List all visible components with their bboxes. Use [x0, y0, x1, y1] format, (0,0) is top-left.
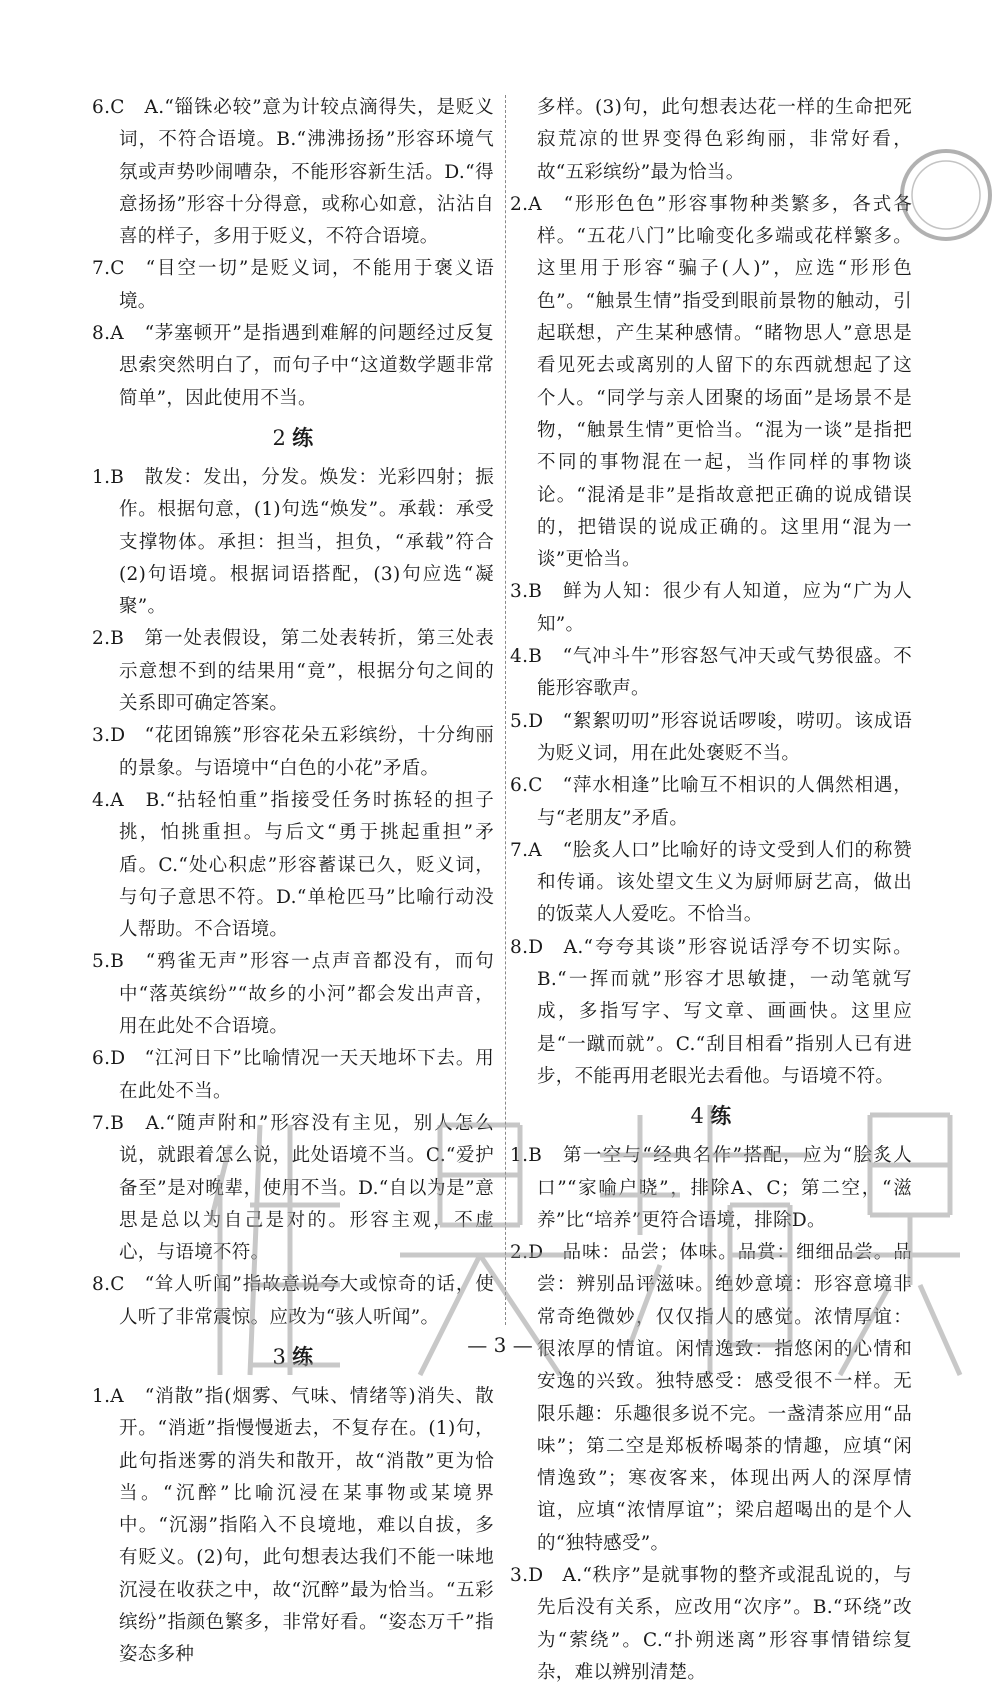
left-column: [92, 92, 494, 1672]
answer-number: 3.D: [92, 725, 126, 747]
answer-text: A.“随声附和”形容没有主见，别人怎么说，就跟着怎么说，此处语境不当。C.“爱护备至”是对晚辈，使用不当。D.“自以为是”意思是总以为自己是对的。形容主观，不虚心，与语境不符。: [119, 1112, 494, 1264]
answer-item: [92, 623, 494, 720]
answer-text: 第一空与“经典名作”搭配，应为“脍炙人口”“家喻户晓”，排除A、C；第二空，“滋养”比“培养”更符合语境，排除D。: [537, 1145, 912, 1231]
column-divider: [505, 95, 506, 1325]
answer-continuation: [510, 92, 912, 189]
answer-item: [92, 1381, 494, 1672]
answer-text: A.“锱铢必较”意为计较点滴得失，是贬义词，不符合语境。B.“沸沸扬扬”形容环境气氛或声势吵闹嘈杂，不能形容新生活。D.“得意扬扬”形容十分得意，或称心如意，沾沾自喜的样子，多用于贬义，不符合语境。: [119, 97, 494, 248]
answer-number: 8.C: [92, 1274, 125, 1296]
section-label: 练: [292, 1344, 314, 1369]
answer-number: 3.D: [510, 1565, 544, 1587]
answer-item: [92, 253, 494, 318]
answer-item: [92, 946, 494, 1043]
answer-number: 7.B: [92, 1112, 125, 1134]
answer-text: 品味：品尝；体味。品赏：细细品尝。品尝：辨别品评滋味。绝妙意境：形容意境非常奇绝微妙，仅仅指人的感觉。浓情厚谊：很浓厚的情谊。闲情逸致：指悠闲的心情和安逸的兴致。独特感受：感受很不一样。无限乐趣：乐趣很多说不完。一盏清茶应用“品味”；第二空是郑板桥喝茶的情趣，应填“闲情逸致”；寒夜客来，体现出两人的深厚情谊，应填“浓情厚谊”；梁启超喝出的是个人的“独特感受”。: [537, 1242, 913, 1554]
section-label: 练: [710, 1104, 732, 1129]
answer-item: [510, 706, 912, 771]
answer-item: [92, 720, 494, 785]
answer-item: [510, 1140, 912, 1237]
answer-text: “脍炙人口”比喻好的诗文受到人们的称赞和传诵。该处望文生义为厨师厨艺高，做出的饭菜人人爱吃。不恰当。: [537, 839, 912, 926]
answer-text: 散发：发出，分发。焕发：光彩四射；振作。根据句意，(1)句选“焕发”。承载：承受支撑物体。承担：担当，担负，“承载”符合(2)句语境。根据词语搭配，(3)句应选“凝聚”。: [119, 466, 495, 618]
answer-text: “茅塞顿开”是指遇到难解的问题经过反复思索突然明白了，而句子中“这道数学题非常简单”，因此使用不当。: [119, 323, 494, 409]
answer-number: 1.B: [510, 1145, 543, 1167]
answer-number: 2.B: [92, 628, 125, 650]
answer-text: “气冲斗牛”形容怒气冲天或气势很盛。不能形容歌声。: [537, 646, 912, 700]
answer-text: A.“夸夸其谈”形容说话浮夸不切实际。B.“一挥而就”形容才思敏捷，一动笔就写成，多指写字、写文章、画画快。这里应是“一蹴而就”。C.“刮目相看”指别人已有进步，不能再用老眼光去看他。与语境不符。: [537, 936, 912, 1087]
answer-number: 6.C: [92, 97, 125, 118]
answer-text: “絮絮叨叨”形容说话啰唆，唠叨。该成语为贬义词，用在此处褒贬不当。: [537, 710, 912, 764]
answer-text: “目空一切”是贬义词，不能用于褒义语境。: [119, 258, 494, 312]
answer-item: [510, 189, 912, 577]
answer-number: 8.A: [92, 323, 124, 345]
answer-text: “消散”指(烟雾、气味、情绪等)消失、散开。“消逝”指慢慢逝去，不复存在。(1)句，此句指迷雾的消失和散开，故“消散”更为恰当。“沉醉”比喻沉浸在某事物或某境界中。“沉溺”指陷入不良境地，难以自拔，多有贬义。(2)句，此句想表达我们不能一味地沉浸在收获之中，故“沉醉”最为恰当。“五彩缤纷”指颜色繁多，非常好看。“姿态万千”指姿态多种: [119, 1385, 494, 1666]
answer-item: [92, 1108, 494, 1269]
answer-item: [92, 1043, 494, 1108]
answer-item: [510, 932, 912, 1093]
answer-item: [92, 92, 494, 253]
answer-number: 2.D: [510, 1242, 544, 1264]
answer-text: “江河日下”比喻情况一天天地坏下去。用在此处不当。: [119, 1048, 494, 1102]
answer-number: 1.B: [92, 466, 125, 488]
answer-number: 5.D: [510, 710, 544, 732]
answer-text: “鸦雀无声”形容一点声音都没有，而句中“落英缤纷”“故乡的小河”都会发出声音，用在此处不合语境。: [119, 951, 494, 1038]
answer-number: 6.D: [92, 1048, 126, 1070]
answer-item: [510, 641, 912, 706]
answer-text: 多样。(3)句，此句想表达花一样的生命把死寂荒凉的世界变得色彩绚丽，非常好看，故“五彩缤纷”最为恰当。: [537, 97, 912, 183]
answer-number: 7.A: [510, 839, 542, 861]
answer-text: 第一处表假设，第二处表转折，第三处表示意想不到的结果用“竟”，根据分句之间的关系即可确定答案。: [119, 628, 495, 715]
answer-item: [510, 835, 912, 932]
answer-item: [510, 1560, 912, 1689]
answer-number: 1.A: [92, 1385, 124, 1407]
answer-item: [92, 785, 494, 946]
page-number: — 3 —: [467, 1333, 533, 1357]
section-heading: [92, 424, 494, 452]
answer-item: [92, 318, 494, 415]
answer-item: [92, 462, 494, 623]
section-number: 3: [272, 1344, 287, 1369]
answer-text: A.“秩序”是就事物的整齐或混乱说的，与先后没有关系，应改用“次序”。B.“环绕”改为“萦绕”。C.“扑朔迷离”形容事情错综复杂，难以辨别清楚。: [537, 1565, 912, 1683]
answer-item: [510, 770, 912, 835]
answer-text: “花团锦簇”形容花朵五彩缤纷，十分绚丽的景象。与语境中“白色的小花”矛盾。: [119, 725, 494, 779]
answer-number: 4.B: [510, 646, 543, 668]
answer-text: “萍水相逢”比喻互不相识的人偶然相遇，与“老朋友”矛盾。: [537, 775, 912, 829]
answer-number: 6.C: [510, 775, 543, 797]
answer-number: 4.A: [92, 789, 124, 811]
section-heading: [510, 1102, 912, 1130]
answer-text: 鲜为人知：很少有人知道，应为“广为人知”。: [537, 581, 913, 635]
answer-number: 8.D: [510, 936, 544, 958]
answer-number: 3.B: [510, 581, 543, 603]
answer-item: [510, 576, 912, 641]
answer-number: 2.A: [510, 193, 542, 215]
answer-number: 7.C: [92, 258, 125, 280]
section-label: 练: [292, 425, 314, 450]
section-number: 4: [690, 1104, 705, 1129]
answer-text: “耸人听闻”指故意说夸大或惊奇的话，使人听了非常震惊。应改为“骇人听闻”。: [119, 1274, 494, 1328]
right-column: [510, 92, 912, 1689]
answer-text: “形形色色”形容事物种类繁多，各式各样。“五花八门”比喻变化多端或花样繁多。这里用于形容“骗子(人)”，应选“形形色色”。“触景生情”指受到眼前景物的触动，引起联想，产生某种感情。“睹物思人”意思是看见死去或离别的人留下的东西就想起了这个人。“同学与亲人团聚的场面”是场景不是物，“触景生情”更恰当。“混为一谈”是指把不同的事物混在一起，当作同样的事物谈论。“混淆是非”是指故意把正确的说成错误的，把错误的说成正确的。这里用“混为一谈”更恰当。: [537, 193, 912, 571]
answer-number: 5.B: [92, 951, 125, 973]
answer-item: [510, 1237, 912, 1560]
answer-item: [92, 1269, 494, 1334]
section-number: 2: [272, 425, 287, 450]
answer-text: B.“拈轻怕重”指接受任务时拣轻的担子挑，怕挑重担。与后文“勇于挑起重担”矛盾。C.“处心积虑”形容蓄谋已久，贬义词，与句子意思不符。D.“单枪匹马”比喻行动没人帮助。不合语境。: [119, 789, 494, 941]
